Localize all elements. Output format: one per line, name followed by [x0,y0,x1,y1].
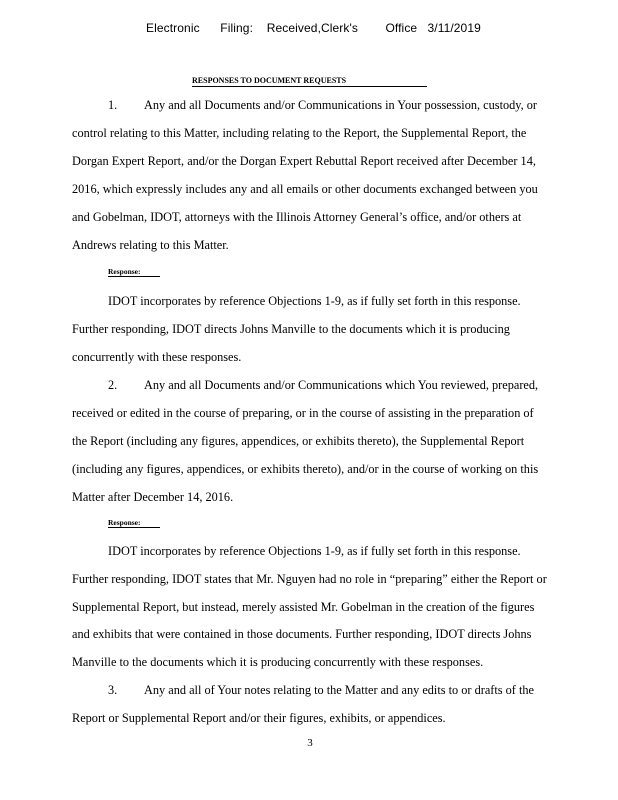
response-2-line-5: Manville to the documents which it is producing concurrently with these responses. [72,655,484,669]
page-number: 3 [307,737,313,749]
request-2-line-1: 2. Any and all Documents and/or Communications which You reviewed, prepared, [108,378,539,392]
request-1-line-2: control relating to this Matter, including relating to the Report, the Supplemental Report, the [72,126,527,140]
request-1-line-6: Andrews relating to this Matter. [72,238,229,252]
request-number: 2. [108,378,118,392]
response-1-line-2: Further responding, IDOT directs Johns Manville to the documents which it is producing [72,322,510,336]
request-2-line-5: Matter after December 14, 2016. [72,490,234,504]
request-2-line-4: (including any figures, appendices, or exhibits thereto), and/or in the course of working on this [72,462,539,476]
request-3-line-2: Report or Supplemental Report and/or their figures, exhibits, or appendices. [72,711,446,725]
response-1-line-3: concurrently with these responses. [72,350,242,364]
response-2-line-2: Further responding, IDOT states that Mr. Nguyen had no role in “preparing” either the Report or [72,572,547,586]
filing-stamp: Electronic Filing: Received,Clerk's Office 3/11/2019 [146,21,481,35]
request-1-line-5: and Gobelman, IDOT, attorneys with the Illinois Attorney General’s office, and/or others at [72,210,522,224]
request-number: 3. [108,683,118,697]
response-1-line-1: IDOT incorporates by reference Objections 1-9, as if fully set forth in this response. [108,294,521,308]
response-2-line-3: Supplemental Report, but instead, merely assisted Mr. Gobelman in the creation of the figures [72,600,535,614]
response-2-line-4: and exhibits that were contained in those documents. Further responding, IDOT directs Johns [72,627,532,641]
request-1-line-3: Dorgan Expert Report, and/or the Dorgan Expert Rebuttal Report received after December 14, [72,154,536,168]
request-1-line-4: 2016, which expressly includes any and all emails or other documents exchanged between you [72,182,538,196]
response-2-label: Response: [108,518,160,528]
request-2-line-3: the Report (including any figures, appendices, or exhibits thereto), the Supplemental Report [72,434,525,448]
section-heading: RESPONSES TO DOCUMENT REQUESTS [192,76,427,87]
request-1-line-1: 1. Any and all Documents and/or Communications in Your possession, custody, or [108,98,538,112]
request-number: 1. [108,98,118,112]
request-3-line-1: 3. Any and all of Your notes relating to the Matter and any edits to or drafts of the [108,683,534,697]
response-2-line-1: IDOT incorporates by reference Objections 1-9, as if fully set forth in this response. [108,544,521,558]
response-1-label: Response: [108,267,160,277]
request-2-line-2: received or edited in the course of preparing, or in the course of assisting in the preparation of [72,406,534,420]
